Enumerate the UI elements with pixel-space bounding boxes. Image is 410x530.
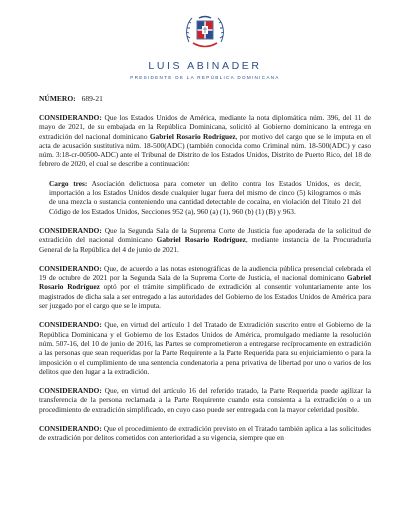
person-name: Gabriel Rosario Rodríguez bbox=[156, 235, 246, 245]
considerando-6 bbox=[39, 424, 371, 443]
charge-label: Cargo tres: bbox=[49, 178, 88, 188]
paragraph-text: optó por el trámite simplificado de extradición al consentir voluntariamente ante los magistrados de dicha sala a ser entregado a las autoridades del Gobierno de los Estados Unidos de América para ser juzgado por el cargo que se le imputa. bbox=[39, 282, 372, 311]
paragraph-text: Que los Estados Unidos de América, mediante la nota diplomática núm. 396, del 11 de mayo de 2021, de su embajada en la República Dominicana, solicitó al Gobierno dominicano la entrega en extradición del nacional dominicano bbox=[39, 113, 371, 141]
president-office: PRESIDENTE DE LA REPÚBLICA DOMINICANA bbox=[130, 75, 280, 80]
considerando-keyword: CONSIDERANDO: bbox=[39, 263, 102, 273]
considerando-3 bbox=[39, 264, 371, 310]
paragraph-text: , por motivo del cargo que se le imputa en el acta de acusación sustitutiva núm. 18-500(ADC) (también conocida como Criminal núm. 18-500(ADC) y caso núm. 3:18-cr-00500-ADC) ante el Tribunal de Distrito de los Estados Unidos, Distrito de Puerto Rico, del 18 de febrero de 2020, el cual se describe a continuación: bbox=[39, 131, 371, 169]
paragraph-text: Que, en virtud del artículo 16 del referido tratado, la Parte Requerida puede agilizar la transferencia de la persona reclamada a la Parte Requirente cuando esta consienta a la extradición o a un procedimiento de extradición simplificado, en cuyo caso puede ser entregada con la mayor celeridad posible. bbox=[39, 386, 371, 414]
presidential-seal-icon bbox=[175, 12, 235, 58]
considerando-keyword: CONSIDERANDO: bbox=[39, 424, 102, 434]
paragraph-text: Que el procedimiento de extradición previsto en el Tratado también aplica a las solicitudes de extradición por delitos cometidos con anterioridad a su vigencia, siempre que en bbox=[39, 424, 371, 443]
letterhead bbox=[39, 0, 371, 80]
president-name: LUIS ABINADER bbox=[148, 60, 262, 72]
considerando-keyword: CONSIDERANDO: bbox=[39, 386, 102, 396]
paragraph-text: Que la Segunda Sala de la Suprema Corte de Justicia fue apoderada de la solicitud de extradición del nacional dominicano bbox=[39, 225, 371, 245]
considerando-2 bbox=[39, 226, 371, 254]
considerando-1 bbox=[39, 113, 371, 169]
considerando-keyword: CONSIDERANDO: bbox=[39, 225, 102, 235]
considerando-4 bbox=[39, 320, 371, 376]
charge-description bbox=[49, 179, 361, 216]
paragraph-text: Que, en virtud del artículo 1 del Tratado de Extradición suscrito entre el Gobierno de la República Dominicana y el Gobierno de los Estados Unidos de América, promulgado mediante la resolución núm. 507-16, del 10 de junio de 2016, las Partes se comprometieron a entregarse recíprocamente en extradición a las personas que sean requeridas por la Parte Requirente a la Parte Requerida para su enjuiciamiento o para la imposición o el cumplimiento de una sentencia condenatoria a pena privativa de libertad por uno o varios de los delitos que den lugar a la extradición. bbox=[39, 320, 371, 376]
decree-number bbox=[39, 94, 371, 103]
decree-number-value: 689-21 bbox=[81, 94, 103, 103]
considerando-keyword: CONSIDERANDO: bbox=[39, 320, 102, 330]
person-name: Gabriel Rosario Rodríguez bbox=[39, 273, 371, 292]
considerando-keyword: CONSIDERANDO: bbox=[39, 113, 102, 122]
paragraph-text: Que, de acuerdo a las notas estenográficas de la audiencia pública presencial celebrada el 19 de octubre de 2021 por la Segunda Sala de la Suprema Corte de Justicia, el nacional dominicano bbox=[39, 263, 371, 283]
decree-number-label: NÚMERO: bbox=[39, 94, 76, 103]
considerando-5 bbox=[39, 386, 371, 414]
person-name: Gabriel Rosario Rodríguez bbox=[149, 131, 236, 141]
charge-text: Asociación delictuosa para cometer un delito contra los Estados Unidos, es decir, importación a los Estados Unidos desde cualquier lugar fuera del mismo de cinco (5) kilogramos o más de una mezcla o sustancia conteniendo una cantidad detectable de cocaína, en violación del Título 21 del Código de los Estados Unidos, Secciones 952 (a), 960 (a) (1), 960 (b) (1) (B) y 963. bbox=[49, 178, 361, 216]
paragraph-text: , mediante instancia de la Procuraduría General de la República del 4 de junio de 2021. bbox=[39, 235, 371, 254]
